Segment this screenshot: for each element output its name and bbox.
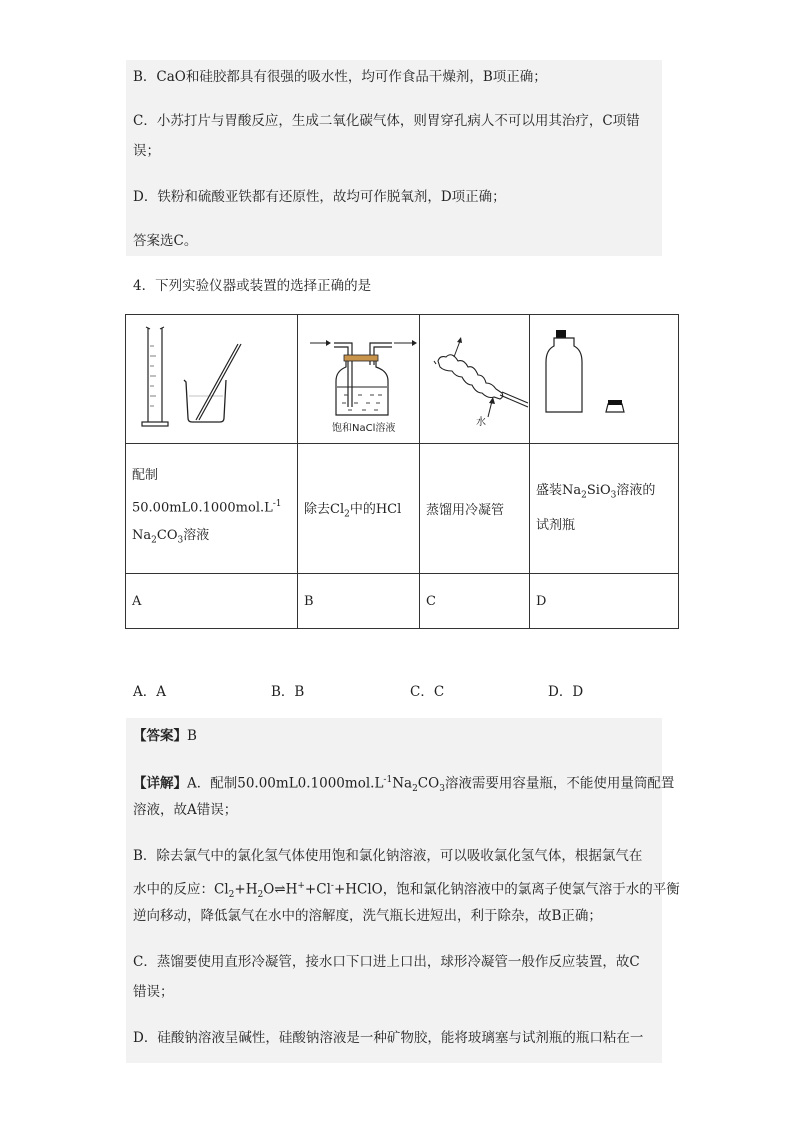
detail-line-c2: 错误； [133,984,174,1000]
figure-cell-d [530,315,679,444]
letter-cell-a: A [126,574,298,629]
detail-line-a2: 溶液，故A错误； [133,802,238,818]
letter-cell-d: D [530,574,679,629]
desc-d-line1: 盛装$Na_2SiO_3$溶液的 [536,483,656,501]
desc-cell-c: 蒸馏用冷凝管 [420,444,530,574]
figure-cell-b [298,315,420,444]
detail-line-b2: 水中的反应：$Cl_2+H_2O\rightleftharpoons H^++Cl^-+HClO$，饱和氯化钠溶液中的氯离子使氯气溶于水的平衡 [133,881,680,901]
desc-a-line1: 配制 [132,468,159,484]
desc-d-line2: 试剂瓶 [536,517,576,533]
explanation-line-c1: C．小苏打片与胃酸反应，生成二氧化碳气体，则胃穿孔病人不可以用其治疗，C项错 [133,113,640,129]
detail-line-d1: D．硅酸钠溶液呈碱性，硅酸钠溶液是一种矿物胶，能将玻璃塞与试剂瓶的瓶口粘在一 [133,1030,644,1046]
detail-line-b3: 逆向移动，降低氯气在水中的溶解度，洗气瓶长进短出，利于除杂，故B正确； [133,908,602,924]
choice-b[interactable]: B．B [271,684,305,700]
figure-label-c: 水 [476,416,486,428]
choice-a[interactable]: A．A [133,684,166,700]
letter-cell-b: B [298,574,420,629]
figure-label-b: 饱和NaCl溶液 [332,422,396,434]
explanation-answer: 答案选C。 [133,233,198,249]
choice-c[interactable]: C．C [410,684,445,700]
detail-label: 【详解】 [133,775,187,792]
explanation-line-d: D．铁粉和硫酸亚铁都有还原性，故均可作脱氧剂，D项正确； [133,189,506,205]
explanation-line-b: B．CaO和硅胶都具有很强的吸水性，均可作食品干燥剂，B项正确； [133,69,547,85]
desc-a-line3: $Na_2CO_3$溶液 [132,528,210,546]
answer-line [133,726,197,746]
answer-label: 【答案】 [133,728,187,744]
desc-a-line2: $50.00mL0.1000mol.L^{-1}$ [132,499,282,516]
table-row-figures [126,315,679,444]
table-row-descriptions [126,444,679,574]
desc-cell-b: 除去$Cl_2$中的HCl [298,444,420,574]
answer-value: B [187,728,197,744]
figure-cell-a [126,315,298,444]
bulb-condenser-figure [426,331,534,421]
detail-line-b1: B．除去氯气中的氯化氢气体使用饱和氯化钠溶液，可以吸收氯化氢气体，根据氯气在 [133,848,643,864]
reagent-bottle-figure [536,316,684,442]
gas-washing-bottle-figure [304,325,424,425]
question-stem: 4．下列实验仪器或装置的选择正确的是 [133,278,372,294]
explanation-line-c2: 误； [133,143,160,159]
detail-line-c1: C．蒸馏要使用直形冷凝管，接水口下口进上口出，球形冷凝管一般作反应装置，故C [133,954,640,970]
desc-cell-a [126,444,298,574]
figure-cell-c [420,315,530,444]
options-table [125,314,679,629]
shaded-block-top [126,60,662,256]
desc-cell-d [530,444,679,574]
letter-cell-c: C [420,574,530,629]
cylinder-beaker-figure [132,316,302,442]
detail-line-a1: 【详解】A．配制$50.00mL0.1000mol.L^{-1}Na_2CO_3$溶液需要用容量瓶，不能使用量筒配置 [133,775,675,795]
choice-d[interactable]: D．D [548,684,584,700]
table-row-letters [126,574,679,629]
